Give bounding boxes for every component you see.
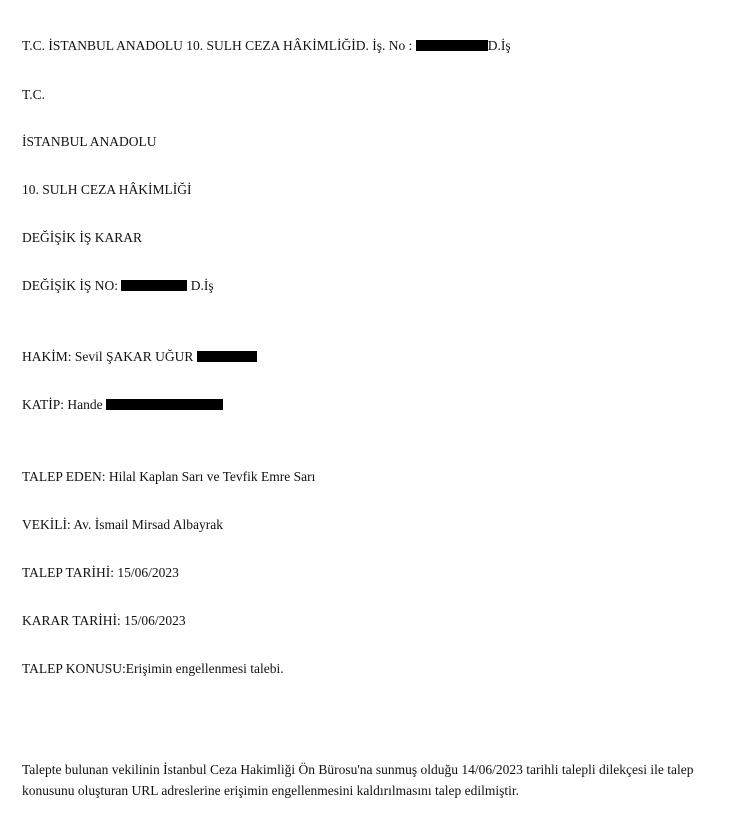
redaction-bar (416, 40, 488, 51)
clerk-line (22, 397, 223, 413)
clerk-text: KATİP: Hande (22, 397, 106, 412)
court-line-3: 10. SULH CEZA HÂKİMLİĞİ (22, 182, 192, 197)
header-prefix: T.C. İSTANBUL ANADOLU 10. SULH CEZA HÂKİMLİĞİD. İş. No : (22, 38, 416, 53)
decision-type: DEĞİŞİK İŞ KARAR (22, 230, 143, 245)
judge-line (22, 349, 257, 365)
request-date-line: TALEP TARİHİ: 15/06/2023 (22, 565, 179, 580)
header-suffix: D.İş (487, 38, 511, 53)
redaction-bar (121, 280, 187, 291)
redaction-bar (106, 399, 223, 410)
decision-date-line: KARAR TARİHİ: 15/06/2023 (22, 613, 186, 628)
judge-text: HAKİM: Sevil ŞAKAR UĞUR (22, 349, 197, 364)
body-paragraph: Talepte bulunan vekilinin İstanbul Ceza Hakimliği Ön Bürosu'na sunmuş olduğu 14/06/2023 tarihli talepli dilekçesi ile talep konusunu oluşturan URL adreslerine erişimin engellenmesini kaldırılmasını talep edilmiştir. (22, 762, 694, 798)
court-line-2: İSTANBUL ANADOLU (22, 134, 157, 149)
requester-line: TALEP EDEN: Hilal Kaplan Sarı ve Tevfik Emre Sarı (22, 469, 316, 484)
case-number-label: DEĞİŞİK İŞ NO: (22, 278, 122, 293)
redaction-bar (197, 351, 257, 362)
court-line-1: T.C. (22, 87, 45, 102)
case-number (22, 278, 214, 294)
case-number-suffix: D.İş (187, 278, 214, 293)
subject-line: TALEP KONUSU:Erişimin engellenmesi talebi. (22, 661, 284, 676)
attorney-line: VEKİLİ: Av. İsmail Mirsad Albayrak (22, 517, 223, 532)
document-header (22, 38, 511, 54)
